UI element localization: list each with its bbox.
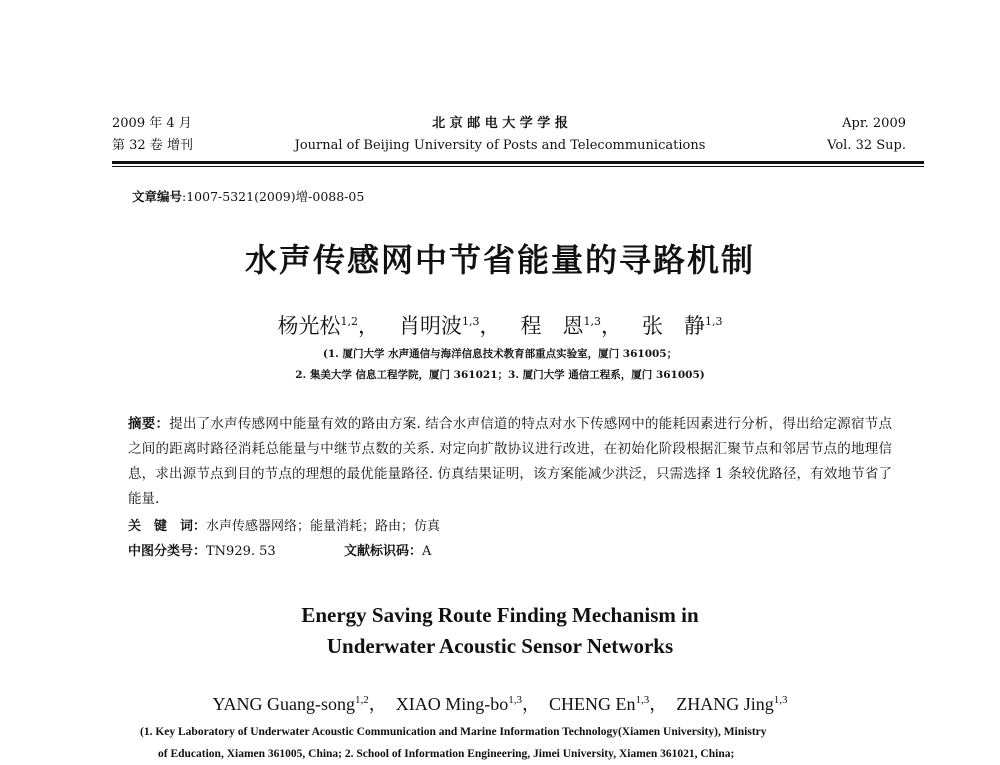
header-rule-thin [112,166,924,167]
keywords-label: 关 键 词： [128,519,207,534]
affiliation-cn-1: (1. 厦门大学 水声通信与海洋信息技术教育部重点实验室，厦门 361005； [322,348,678,360]
header-volume-cn: 第 32 卷 增刊 [112,138,193,153]
header-date-cn: 2009 年 4 月 [112,116,192,131]
author-en-3: CHENG En$^{1,3}$， [549,694,668,714]
article-id [132,187,364,205]
affiliation-en-2: of Education, Xiamen 361005, China; 2. School of Information Engineering, Jimei University, Xiamen 361021, China; [158,748,735,760]
abstract-label: 摘要： [128,416,170,432]
authors-cn [0,310,1000,340]
author-cn-4: 张 静$^{1,3}$ [642,314,723,338]
clc-label: 中图分类号： [128,544,207,559]
article-id-label: 文章编号 [132,189,183,204]
affiliations-en [140,721,900,765]
title-en [0,600,1000,662]
header-journal-en: Journal of Beijing University of Posts and Telecommunications [294,138,706,153]
affiliation-en-1: (1. Key Laboratory of Underwater Acoustic Communication and Marine Information Technology(Xiamen University), Ministry [140,726,767,738]
title-en-line-1: Energy Saving Route Finding Mechanism in [301,603,699,627]
header-rule-thick [112,161,924,164]
author-en-2: XIAO Ming-bo$^{1,3}$， [395,694,540,714]
article-id-value: :1007-5321(2009)增-0088-05 [182,189,365,204]
keywords-text: 水声传感器网络；能量消耗；路由；仿真 [206,519,441,534]
author-en-4: ZHANG Jing$^{1,3}$ [676,694,788,714]
abstract-text: 提出了水声传感网中能量有效的路由方案. 结合水声信道的特点对水下传感网中的能耗因素进行分析，得出给定源宿节点之间的距离时路径消耗总能量与中继节点数的关系. 对定向扩散协议进行改进，在初始化阶段根据汇聚节点和邻居节点的地理信息，求出源节点到目的节点的理想的最优能量路径. 仿真结果证明，该方案能减少洪泛，只需选择 1 条较优路径，有效地节省了能量. [128,416,893,507]
author-en-1: YANG Guang-song$^{1,2}$， [212,694,387,714]
header-date-en: Apr. 2009 [842,116,906,131]
doc-code-value: A [421,544,432,559]
doc-code-label: 文献标识码： [343,544,422,559]
keywords-cn [128,515,440,534]
authors-en [0,690,1000,716]
abstract-cn [128,412,892,512]
author-cn-3: 程 恩$^{1,3}$， [520,314,623,338]
header-volume-en: Vol. 32 Sup. [827,138,906,153]
clc-value: TN929. 53 [206,544,276,559]
title-cn: 水声传感网中节省能量的寻路机制 [244,241,755,279]
author-cn-1: 杨光松$^{1,2}$， [277,314,379,338]
classification [128,540,431,559]
header-journal-cn: 北 京 邮 电 大 学 学 报 [432,116,568,131]
title-en-line-2: Underwater Acoustic Sensor Networks [326,634,674,658]
affiliation-cn-2: 2. 集美大学 信息工程学院，厦门 361021；3. 厦门大学 通信工程系，厦门 361005) [295,369,705,381]
author-cn-2: 肖明波$^{1,3}$， [398,314,501,338]
